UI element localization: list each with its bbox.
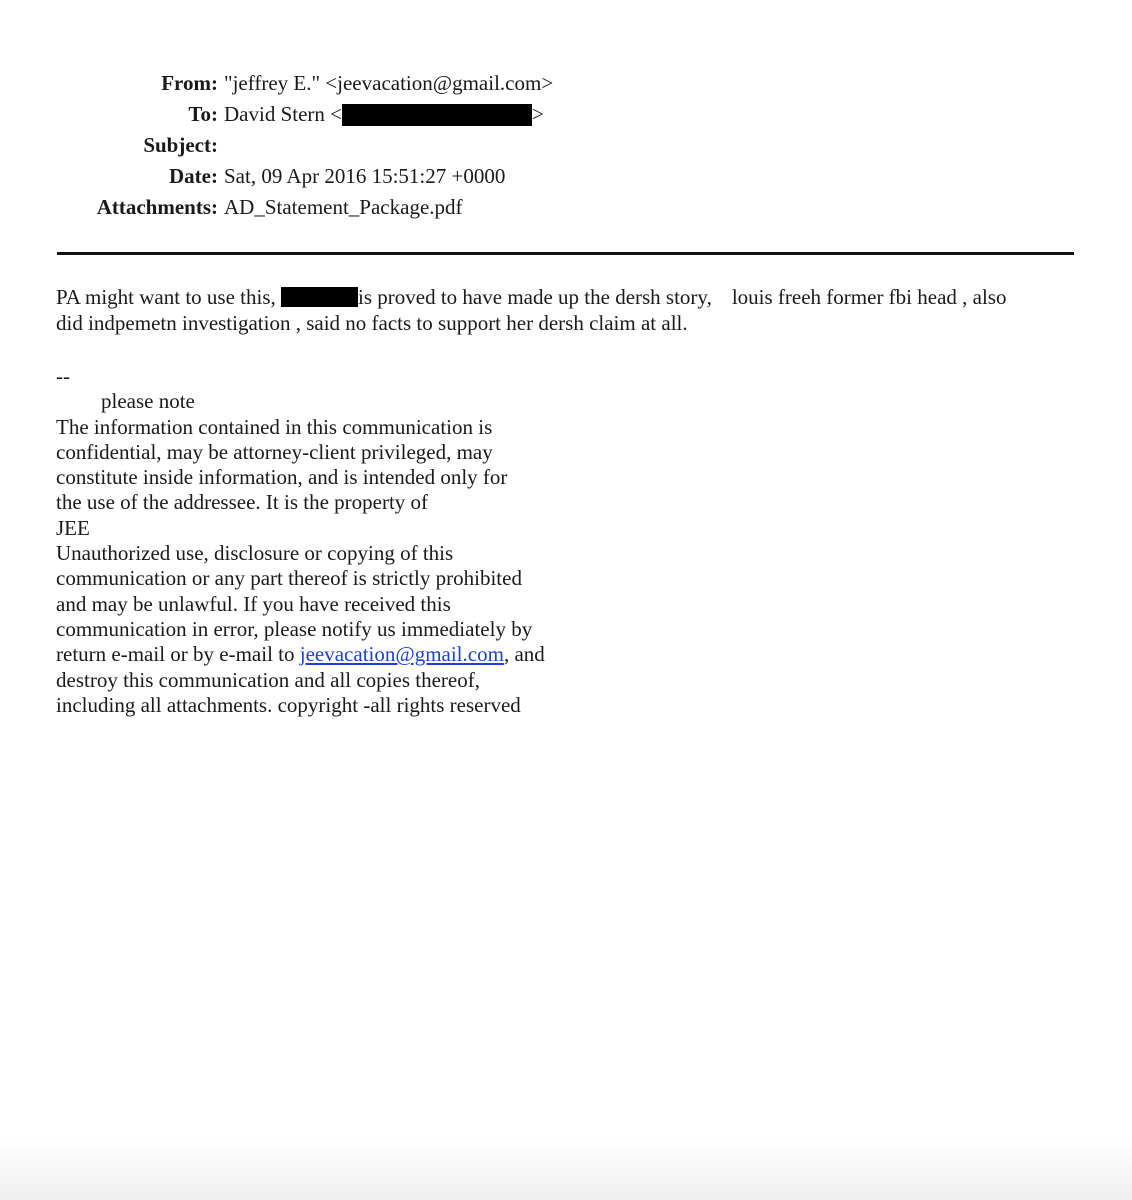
to-value-suffix: > [532,102,544,126]
body-line-1-end: louis freeh former fbi head , also [731,285,1007,309]
body-line-1-before: PA might want to use this, [56,285,282,309]
date-label: Date: [169,164,218,188]
subject-row [0,130,1132,161]
disclaimer-line: the use of the addressee. It is the property of [56,490,429,515]
disclaimer-line: constitute inside information, and is intended only for [56,465,508,490]
to-value-prefix: David Stern < [224,102,342,126]
return-before: return e-mail or by e-mail to [56,642,300,667]
page-bottom-shade [0,1140,1132,1200]
subject-label: Subject: [143,133,218,157]
disclaimer-line-email [56,642,676,667]
message-body [56,284,1096,336]
redaction-box-body [281,287,358,307]
signature-note: please note [101,389,195,414]
disclaimer-line: destroy this communication and all copies thereof, [56,667,480,692]
date-value: Sat, 09 Apr 2016 15:51:27 +0000 [224,164,506,188]
to-label: To: [188,102,218,126]
disclaimer-line: communication or any part thereof is strictly prohibited [56,566,522,591]
email-link[interactable]: jeevacation@gmail.com [299,642,504,667]
body-line-2: did indpemetn investigation , said no facts to support her dersh claim at all. [56,311,688,335]
disclaimer-line: The information contained in this communication is [56,414,493,439]
signature-dash: -- [56,364,70,388]
body-line-1 [56,284,1096,310]
signature-disclaimer [56,364,676,718]
disclaimer-line: Unauthorized use, disclosure or copying of this [56,541,454,566]
redaction-box-to [342,104,532,126]
from-label: From: [161,71,218,95]
return-after: , and [503,642,545,667]
attachments-label: Attachments: [96,195,218,219]
from-row [0,68,1132,99]
disclaimer-line: confidential, may be attorney-client privileged, may [56,439,493,464]
disclaimer-line: including all attachments. copyright -all rights reserved [56,692,521,717]
to-value [218,99,544,130]
attachments-value: AD_Statement_Package.pdf [224,195,463,219]
attachments-row [0,192,1132,223]
disclaimer-line: JEE [56,515,90,540]
date-row [0,161,1132,192]
to-row [0,99,1132,130]
disclaimer-line: communication in error, please notify us immediately by [56,616,533,641]
from-value: "jeffrey E." <jeevacation@gmail.com> [224,71,554,95]
email-header [0,68,1132,223]
body-line-1-after: is proved to have made up the dersh story, [358,285,712,309]
disclaimer-line: and may be unlawful. If you have received this [56,591,451,616]
header-divider [57,252,1074,255]
